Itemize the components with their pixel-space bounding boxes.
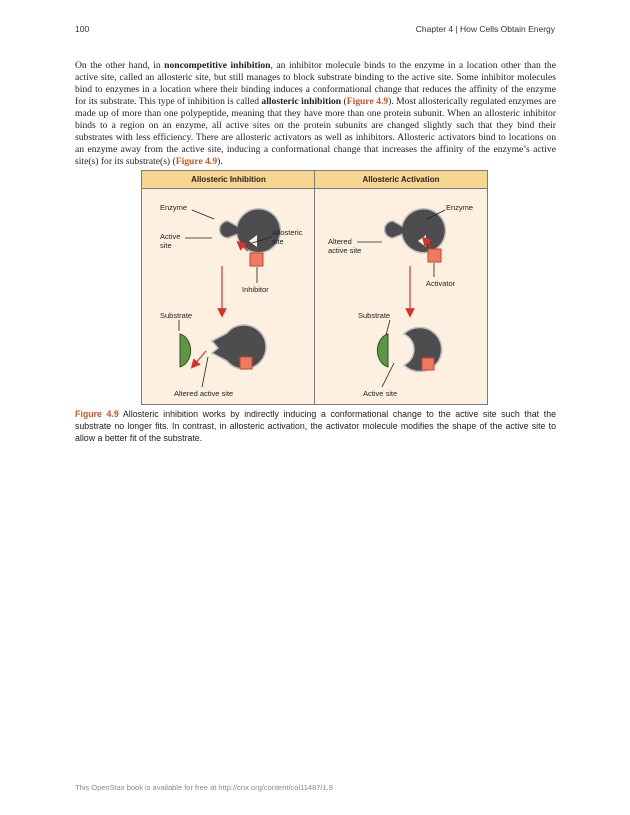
activator-square bbox=[428, 249, 441, 262]
term-allosteric-inhibition: allosteric inhibition bbox=[261, 96, 342, 107]
label-active-site-right: Active site bbox=[363, 389, 398, 398]
substrate-shape-right bbox=[377, 334, 388, 367]
label-enzyme-right: Enzyme bbox=[446, 203, 474, 212]
leader-line bbox=[202, 357, 208, 387]
mismatch-arrow bbox=[194, 351, 206, 365]
label-activator: Activator bbox=[426, 279, 456, 288]
figure-caption: Figure 4.9 Allosteric inhibition works by indirectly inducing a conformational change to the active site such that the substrate no longer fits. In contrast, in allosteric activation, the activator molecule modifies the shape of the active site to allow a better fit of the substrate. bbox=[75, 409, 556, 443]
figure-link[interactable]: Figure 4.9 bbox=[175, 156, 218, 167]
leader-line bbox=[192, 210, 214, 219]
inhibitor-square bbox=[250, 253, 263, 266]
label-substrate-left: Substrate bbox=[160, 311, 193, 320]
label-allosteric-site-line1: Allosteric bbox=[272, 228, 303, 237]
body-paragraph: On the other hand, in noncompetitive inhibition, an inhibitor molecule binds to the enzyme in a location other than the active site, called an allosteric site, but still manages to block substrate binding to the active site. Some inhibitor molecules bind to enzymes in a location where their binding induces a conformational change that reduces the affinity of the enzyme for its substrate. This type of inhibition is called allosteric inhibition (Figure 4.9). Most allosterically regulated enzymes are made up of more than one polypeptide, meaning that they have more than one protein subunit. When an allosteric inhibitor binds to a region on an enzyme, all active sites on the protein subunits are changed slightly such that they bind their substrates with less efficiency. There are allosteric activators as well as inhibitors. Allosteric activators bind to locations on an enzyme away from the active site, inducing a conformational change that increases the affinity of the enzyme’s active site(s) for its substrate(s) (Figure 4.9). bbox=[75, 60, 557, 167]
label-enzyme-left: Enzyme bbox=[160, 203, 188, 212]
figure-link[interactable]: Figure 4.9 bbox=[346, 96, 389, 107]
enzyme-altered-shape bbox=[212, 325, 266, 369]
leader-line bbox=[386, 320, 390, 335]
caption-label: Figure 4.9 bbox=[75, 409, 119, 419]
label-altered-active-site-line2: active site bbox=[328, 246, 362, 255]
page-number: 100 bbox=[75, 24, 90, 34]
label-inhibitor: Inhibitor bbox=[242, 285, 269, 294]
panel-title-allosteric-activation: Allosteric Activation bbox=[315, 171, 487, 189]
label-altered-active-site: Altered active site bbox=[174, 389, 234, 398]
figure-4-9 bbox=[141, 170, 488, 405]
bound-inhibitor-square bbox=[240, 357, 252, 369]
figure-illustration bbox=[142, 171, 487, 404]
label-substrate-right: Substrate bbox=[358, 311, 391, 320]
enzyme-shape-right bbox=[385, 209, 446, 253]
label-altered-active-site-line1: Altered bbox=[328, 237, 352, 246]
panel-title-allosteric-inhibition: Allosteric Inhibition bbox=[142, 171, 315, 189]
term-noncompetitive-inhibition: noncompetitive inhibition bbox=[164, 60, 271, 71]
footer: This OpenStax book is available for free at http://cnx.org/content/col11487/1.9 bbox=[75, 783, 333, 792]
bound-activator-square bbox=[422, 358, 434, 370]
substrate-shape bbox=[180, 334, 191, 367]
label-allosteric-site-line2: site bbox=[272, 237, 284, 246]
running-head: Chapter 4 | How Cells Obtain Energy bbox=[415, 24, 555, 34]
label-active-site-line2: site bbox=[160, 241, 172, 250]
label-active-site-line1: Active bbox=[160, 232, 181, 241]
